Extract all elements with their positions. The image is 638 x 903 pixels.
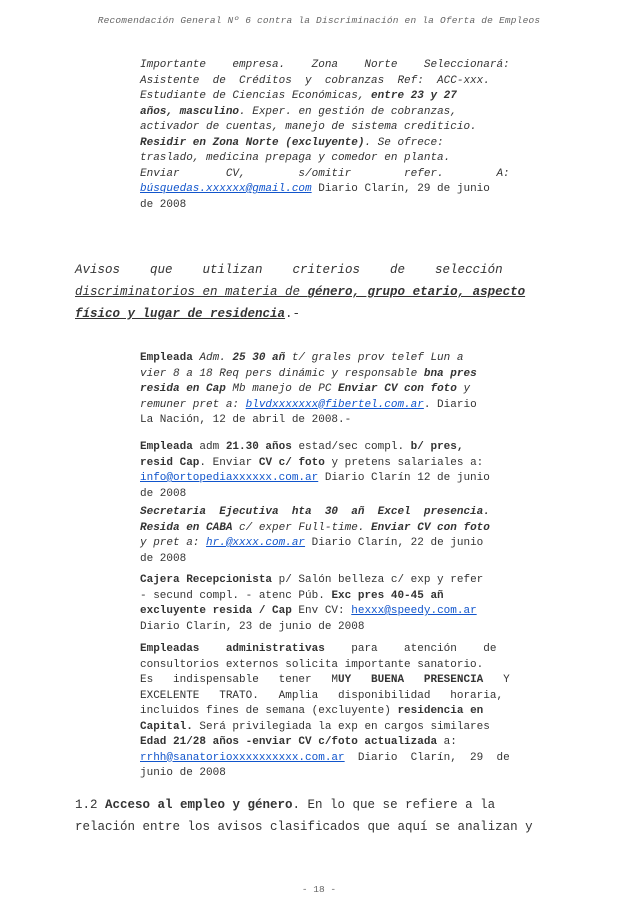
text-segment: . En lo que se refiere a la <box>292 798 496 812</box>
text-segment: - secund compl. - atenc Púb. <box>140 589 332 602</box>
text-segment: activador de cuentas, manejo de sistema crediticio. <box>140 121 477 133</box>
text-line <box>75 281 562 303</box>
text-segment: La Nación, 12 de abril de 2008.- <box>140 414 352 426</box>
text-line <box>140 735 518 751</box>
email-link[interactable]: hr.@xxxx.com.ar <box>206 537 306 549</box>
text-line <box>75 303 562 325</box>
text-line <box>140 589 518 605</box>
text-segment: Y <box>483 674 510 686</box>
text-segment: Diario Clarín, 23 de junio de 2008 <box>140 620 365 633</box>
text-segment: consultorios externos solicita importante sanatorio. <box>140 658 484 671</box>
text-segment: excluyente resida / Cap <box>140 605 292 617</box>
text-line <box>140 167 518 183</box>
text-segment: Env CV: <box>291 605 352 617</box>
text-line <box>140 151 518 167</box>
text-segment: Capital. <box>140 720 193 733</box>
text-segment: p/ Salón belleza c/ exp y refer <box>272 574 484 586</box>
section-heading-avisos-discriminatorios <box>75 259 562 325</box>
text-segment: relación entre los avisos clasificados que aquí se analizan y <box>75 820 533 834</box>
text-segment: Empleada <box>140 352 193 364</box>
text-segment: a: <box>437 736 457 748</box>
text-segment: y <box>456 383 471 395</box>
text-segment: EXCELENTE TRATO. Amplia disponibilidad horaria, <box>140 689 504 702</box>
text-segment: de 2008 <box>140 552 187 565</box>
text-line <box>140 720 518 736</box>
text-segment: Estudiante de Ciencias Económicas, <box>140 90 372 102</box>
text-segment: UY BUENA PRESENCIA <box>338 674 484 686</box>
text-line <box>140 382 518 398</box>
text-segment: CV c/ foto <box>258 456 325 469</box>
text-segment: discriminatorios en materia de <box>75 285 308 299</box>
text-line <box>140 766 518 782</box>
text-segment: Acceso al empleo y género <box>105 798 293 812</box>
job-ad-empleada-adm-la-nacion <box>140 351 518 429</box>
text-segment: vier 8 a 18 Req pers dinámic y responsable <box>140 367 424 380</box>
email-link[interactable]: hexxx@speedy.com.ar <box>351 605 477 617</box>
text-segment: Asistente de Créditos y cobranzas Ref: ACC-xxx. <box>140 74 490 87</box>
text-segment: residencia en <box>397 705 484 717</box>
text-segment: Enviar CV con foto <box>338 383 457 395</box>
text-segment: género, grupo etario, aspecto <box>307 285 526 299</box>
email-link[interactable]: rrhh@sanatorioxxxxxxxxxx.com.ar <box>140 751 345 764</box>
text-segment: bna pres <box>423 367 477 380</box>
text-segment: físico y lugar de residencia <box>75 307 286 321</box>
text-line <box>140 487 518 503</box>
text-segment: Será privilegiada la exp en cargos similares <box>192 720 490 733</box>
text-line <box>140 351 518 367</box>
job-ad-asistente-creditos <box>140 58 518 213</box>
text-segment: t/ grales prov telef Lun a <box>285 352 464 364</box>
job-ad-cajera-recepcionista <box>140 573 518 635</box>
text-line <box>140 120 518 136</box>
job-ad-empleadas-administrativas <box>140 642 518 782</box>
text-segment: Diario Clarín, 29 de junio <box>311 183 490 195</box>
text-segment: años, masculino <box>140 105 240 118</box>
job-ad-empleada-adm-ortopedia <box>140 440 518 502</box>
text-segment: Edad 21/28 años -enviar CV c/foto actualizada <box>140 736 438 748</box>
text-segment: adm <box>192 441 226 453</box>
text-segment: 1.2 <box>75 798 106 812</box>
text-segment: Cajera Recepcionista <box>140 574 273 586</box>
text-line <box>140 440 518 456</box>
text-line <box>75 794 562 816</box>
text-segment: junio de 2008 <box>140 767 226 779</box>
text-line <box>75 259 562 281</box>
text-segment: para atención de <box>324 643 497 655</box>
text-line <box>140 689 518 705</box>
text-line <box>140 673 518 689</box>
job-ad-secretaria-ejecutiva <box>140 505 518 567</box>
text-segment: 21.30 años <box>225 441 292 453</box>
text-line <box>140 456 518 472</box>
text-line <box>140 620 518 636</box>
text-segment: Exc pres 40-45 añ <box>331 589 444 602</box>
text-segment: Residir en Zona Norte (excluyente) <box>140 136 365 149</box>
text-segment: de 2008 <box>140 487 187 500</box>
text-segment: Es indispensable tener M <box>140 674 339 686</box>
text-line <box>140 105 518 121</box>
text-line <box>140 367 518 383</box>
text-line <box>140 198 518 214</box>
text-line <box>140 471 518 487</box>
text-segment: Adm. <box>192 352 233 364</box>
text-line <box>140 182 518 198</box>
text-segment: .- <box>285 307 301 321</box>
text-segment: traslado, medicina prepaga y comedor en planta. <box>140 152 451 164</box>
text-segment: Mb manejo de PC <box>225 383 339 395</box>
text-line <box>140 751 518 767</box>
text-segment: Secretaria Ejecutiva hta 30 añ Excel presencia. <box>140 506 490 518</box>
text-segment: y pretens salariales a: <box>324 456 484 469</box>
text-line <box>140 573 518 589</box>
text-segment: . Diario <box>423 398 477 411</box>
text-line <box>140 552 518 568</box>
text-line <box>140 642 518 658</box>
text-segment: Diario Clarín 12 de junio <box>318 472 490 484</box>
text-segment: y pret a: <box>140 537 207 549</box>
email-link[interactable]: búsquedas.xxxxxx@gmail.com <box>140 183 312 195</box>
text-segment: entre 23 y 27 <box>371 90 457 102</box>
text-segment: resida en Cap <box>140 383 226 395</box>
text-segment: Empleadas administrativas <box>140 643 325 655</box>
text-segment: b/ pres, <box>410 441 464 453</box>
text-segment: Enviar CV con foto <box>371 521 490 534</box>
text-line <box>140 89 518 105</box>
email-link[interactable]: info@ortopediaxxxxxx.com.ar <box>140 472 319 484</box>
text-segment: Diario Clarín, 29 de <box>344 751 510 764</box>
text-segment: c/ exper Full-time. <box>232 521 372 534</box>
text-line <box>140 521 518 537</box>
text-segment: Avisos que utilizan criterios de selección <box>75 263 503 277</box>
text-segment: resid Cap <box>140 456 200 469</box>
email-link[interactable]: blvdxxxxxxx@fibertel.com.ar <box>245 398 424 411</box>
text-segment: . Se ofrece: <box>364 136 444 149</box>
text-line <box>140 413 518 429</box>
text-segment: Resida en CABA <box>140 521 233 534</box>
text-segment: Enviar CV, s/omitir refer. A: <box>140 167 510 180</box>
text-segment: Importante empresa. Zona Norte Seleccionará: <box>140 59 510 71</box>
page-header: Recomendación General Nº 6 contra la Discriminación en la Oferta de Empleos <box>97 15 541 26</box>
text-line <box>140 136 518 152</box>
text-line <box>140 74 518 90</box>
text-line <box>140 536 518 552</box>
text-segment: incluidos fines de semana (excluyente) <box>140 705 398 717</box>
text-segment: Empleada <box>140 441 193 453</box>
page-number: - 18 - <box>301 884 337 895</box>
text-line <box>140 604 518 620</box>
text-line <box>140 398 518 414</box>
text-segment: . Exper. en gestión de cobranzas, <box>239 105 457 118</box>
text-line <box>140 505 518 521</box>
text-line <box>140 58 518 74</box>
text-line <box>75 816 562 838</box>
section-1-2-acceso-al-empleo <box>75 794 562 838</box>
text-segment: remuner pret a: <box>140 398 246 411</box>
text-segment: Diario Clarín, 22 de junio <box>305 537 484 549</box>
text-segment: de 2008 <box>140 198 187 211</box>
text-segment: 25 30 añ <box>232 352 286 364</box>
text-segment: . Enviar <box>199 456 259 469</box>
text-segment: estad/sec compl. <box>291 441 411 453</box>
text-line <box>140 658 518 674</box>
text-line <box>140 704 518 720</box>
